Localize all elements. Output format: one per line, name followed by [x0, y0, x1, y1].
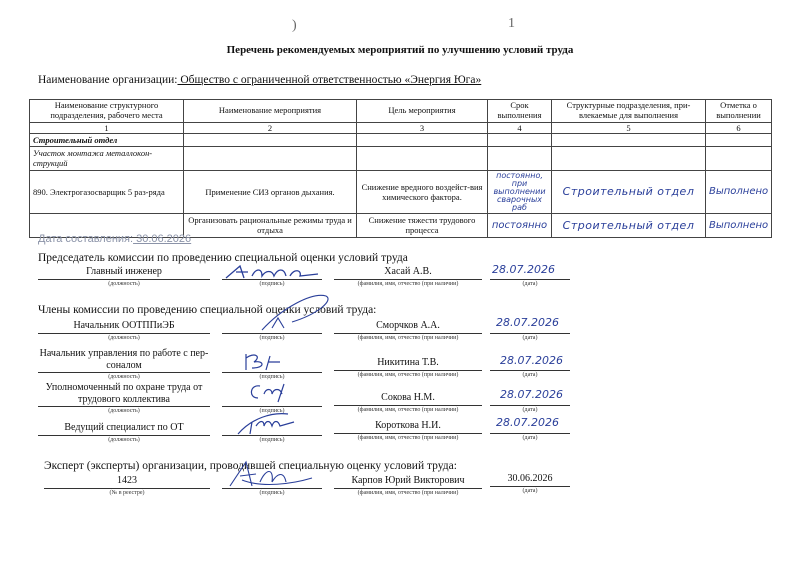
- column-number: 4: [488, 122, 552, 133]
- member-signature: [232, 408, 312, 438]
- member-position: Ведущий специалист по ОТ: [64, 422, 184, 433]
- caption-date: (дата): [522, 281, 538, 287]
- member-name: Сокова Н.М.: [381, 392, 435, 403]
- subsection-row: [30, 146, 772, 170]
- date-compiled-value: 30.06.2026: [133, 233, 192, 245]
- mark-cell: Выполнено: [706, 170, 772, 213]
- punch-mark-right: 1: [508, 16, 515, 31]
- caption-signature: (подпись): [259, 374, 285, 380]
- member-name: Короткова Н.И.: [375, 420, 441, 431]
- expert-title: Эксперт (эксперты) организации, проводившей специальную оценку условий труда:: [44, 460, 457, 472]
- measures-table: [29, 99, 772, 238]
- caption-fio: (фамилия, имя, отчество (при наличии): [357, 407, 459, 413]
- caption-date: (дата): [522, 488, 538, 494]
- expert-reg-number: 1423: [117, 475, 137, 486]
- member-signature: [240, 350, 300, 372]
- member-signature: [244, 380, 294, 404]
- caption-date: (дата): [522, 372, 538, 378]
- member-date: 28.07.2026: [496, 316, 559, 329]
- caption-signature: (подпись): [259, 281, 285, 287]
- member-name: Никитина Т.В.: [377, 357, 439, 368]
- expert-name: Карпов Юрий Викторович: [351, 475, 465, 486]
- header-cell: Наименование мероприятия: [184, 100, 357, 123]
- table-row: [30, 170, 772, 213]
- document-title: Перечень рекомендуемых мероприятий по улучшению условий труда: [226, 44, 574, 56]
- chairman-date: 28.07.2026: [492, 263, 555, 276]
- member-position: Начальник ООТППиЭБ: [73, 320, 175, 331]
- column-number: 1: [30, 122, 184, 133]
- members-title: Члены комиссии по проведению специальной оценки условий труда:: [38, 304, 377, 316]
- term-cell: постоянно: [488, 213, 552, 237]
- caption-fio: (фамилия, имя, отчество (при наличии): [357, 335, 459, 341]
- expert-date: 30.06.2026: [507, 473, 553, 484]
- measure-cell: Применение СИЗ органов дыхания.: [184, 170, 357, 213]
- caption-reg: (№ в реестре): [109, 490, 145, 496]
- table-header-row: [30, 100, 772, 123]
- member-signature: [222, 288, 342, 334]
- caption-signature: (подпись): [259, 437, 285, 443]
- measure-cell: Организовать рациональные режимы труда и отдыха: [184, 213, 357, 237]
- chairman-name: Хасай А.В.: [384, 266, 432, 277]
- caption-fio: (фамилия, имя, отчество (при наличии): [357, 490, 459, 496]
- department-cell: Строительный отдел: [552, 213, 706, 237]
- caption-fio: (фамилия, имя, отчество (при наличии): [357, 281, 459, 287]
- section-row: [30, 133, 772, 146]
- caption-date: (дата): [522, 435, 538, 441]
- goal-cell: Снижение вредного воздейст-вия химического фактора.: [357, 170, 488, 213]
- punch-mark-left: ): [292, 18, 297, 33]
- member-date: 28.07.2026: [500, 354, 563, 367]
- member-position: Уполномоченный по охране труда от трудового коллектива: [45, 382, 203, 405]
- date-compiled: [38, 233, 191, 245]
- caption-fio: (фамилия, имя, отчество (при наличии): [357, 435, 459, 441]
- caption-position: (должность): [108, 374, 140, 380]
- expert-signature: [222, 458, 322, 490]
- caption-position: (должность): [108, 335, 140, 341]
- header-cell: Срок выполнения: [488, 100, 552, 123]
- caption-date: (дата): [522, 335, 538, 341]
- term-cell: постоянно, при выполнении сварочных раб: [488, 170, 552, 213]
- caption-signature: (подпись): [259, 408, 285, 414]
- chairman-position: Главный инженер: [86, 266, 162, 277]
- column-number: 3: [357, 122, 488, 133]
- date-compiled-label: Дата составления:: [38, 233, 134, 245]
- organization-label: Наименование организации:: [38, 74, 178, 86]
- member-position: Начальник управления по работе с пер-соналом: [39, 348, 209, 371]
- header-cell: Отметка о выполнении: [706, 100, 772, 123]
- caption-signature: (подпись): [259, 335, 285, 341]
- goal-cell: Снижение тяжести трудового процесса: [357, 213, 488, 237]
- caption-position: (должность): [108, 281, 140, 287]
- header-cell: Цель мероприятия: [357, 100, 488, 123]
- column-number: 6: [706, 122, 772, 133]
- header-cell: Структурные подразделения, при-влекаемые для выполнения: [552, 100, 706, 123]
- column-number: 2: [184, 122, 357, 133]
- caption-position: (должность): [108, 437, 140, 443]
- column-numbers-row: [30, 122, 772, 133]
- workplace-name: 890. Электрогазосварщик 5 раз-ряда: [30, 170, 184, 213]
- organization-name: Общество с ограниченной ответственностью «Энергия Юга»: [177, 74, 482, 86]
- caption-signature: (подпись): [259, 490, 285, 496]
- section-name: Строительный отдел: [30, 133, 184, 146]
- department-cell: Строительный отдел: [552, 170, 706, 213]
- mark-cell: Выполнено: [706, 213, 772, 237]
- member-date: 28.07.2026: [500, 388, 563, 401]
- member-name: Сморчков А.А.: [376, 320, 440, 331]
- subsection-name: Участок монтажа металлокон-струкций: [30, 146, 184, 170]
- column-number: 5: [552, 122, 706, 133]
- caption-date: (дата): [522, 407, 538, 413]
- organization-line: [38, 74, 481, 86]
- caption-fio: (фамилия, имя, отчество (при наличии): [357, 372, 459, 378]
- caption-position: (должность): [108, 408, 140, 414]
- member-date: 28.07.2026: [496, 416, 559, 429]
- header-cell: Наименование структурного подразделения, рабочего места: [30, 100, 184, 123]
- chairman-title: Председатель комиссии по проведению специальной оценки условий труда: [38, 252, 408, 264]
